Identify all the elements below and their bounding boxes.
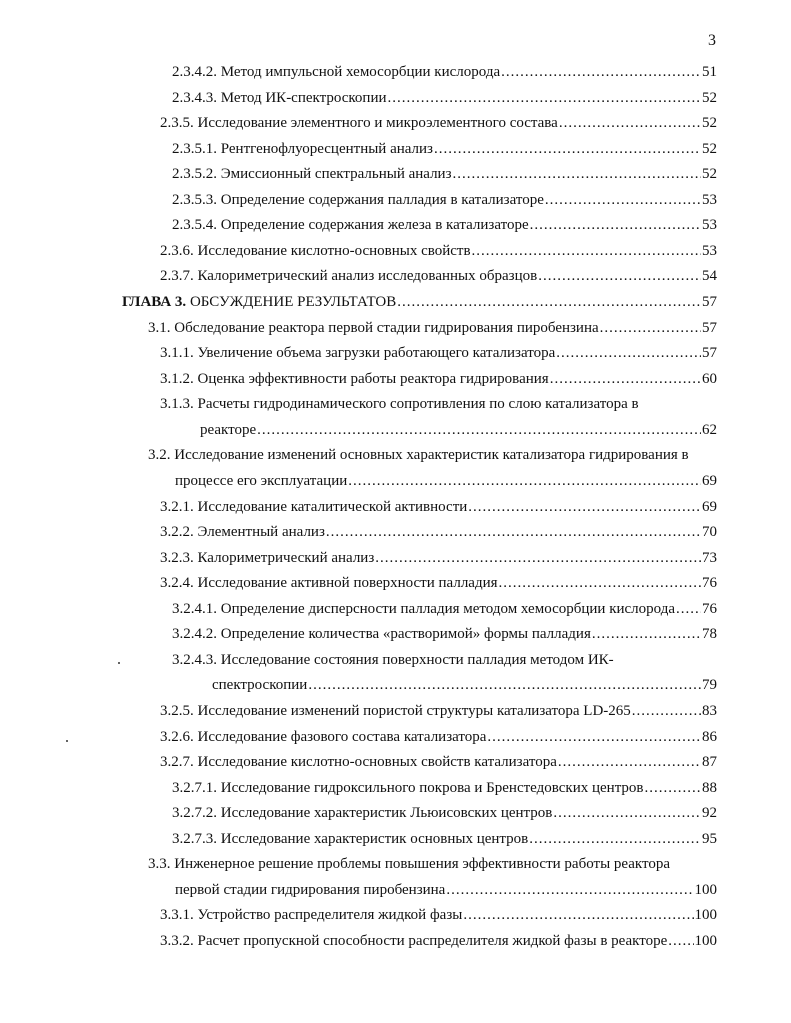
toc-entry — [160, 522, 717, 542]
toc-entry-text: Увеличение объема загрузки работающего катализатора — [197, 345, 556, 362]
toc-page-number: 54 — [702, 268, 717, 285]
dot-leader — [558, 752, 701, 772]
toc-page-number: 57 — [702, 294, 717, 311]
toc-entry — [160, 727, 717, 747]
toc-entry-text: Метод импульсной хемосорбции кислорода — [220, 64, 501, 80]
toc-entry — [172, 62, 717, 82]
toc-entry-number: 3.2.4.1. — [172, 600, 217, 617]
dot-leader — [676, 599, 701, 619]
toc-entry-title — [160, 931, 667, 951]
toc-entry-text: Исследование изменений основных характеристик катализатора гидрирования в — [174, 447, 689, 464]
toc-entry-number: 3.3. — [148, 856, 171, 873]
toc-entry — [172, 599, 717, 619]
toc-entry-title — [160, 548, 374, 568]
toc-entry — [160, 548, 717, 568]
toc-page-number: 52 — [702, 166, 717, 183]
toc-entry-title — [172, 829, 528, 849]
dot-leader — [550, 369, 701, 389]
dot-leader — [499, 573, 701, 593]
toc-entry-number: 2.3.5. — [160, 115, 194, 132]
toc-entry-text: Определение содержания палладия в катализаторе — [220, 191, 544, 208]
toc-page-number: 69 — [702, 472, 717, 489]
toc-entry-text: Калориметрический анализ исследованных образцов — [197, 268, 538, 285]
toc-entry-text: Обследование реактора первой стадии гидрирования пиробензина — [174, 319, 599, 336]
toc-page-number: 76 — [702, 600, 717, 617]
toc-entry-title — [172, 599, 675, 619]
toc-entry — [122, 292, 717, 312]
toc-page-number: 69 — [702, 498, 717, 515]
toc-entry-title — [160, 752, 557, 772]
toc-entry — [160, 241, 717, 261]
toc-entry-title — [172, 650, 614, 670]
toc-entry-number: 3.2.4.3. — [172, 651, 217, 668]
toc-entry-title — [160, 573, 498, 593]
toc-page-number: 57 — [702, 345, 717, 362]
toc-entry-number: 3.2. — [148, 447, 171, 464]
toc-entry-number: 3.2.7.3. — [172, 830, 217, 847]
toc-page-number: 52 — [702, 140, 717, 157]
toc-entry-number: 3.1.2. — [160, 370, 194, 387]
toc-entry-text: Оценка эффективности работы реактора гидрирования — [197, 370, 549, 387]
toc-page-number: 52 — [702, 89, 717, 106]
toc-entry-text: Исследование характеристик основных центров — [220, 830, 529, 847]
toc-entry-number: 3.2.7.2. — [172, 805, 217, 822]
toc-entry-number: 3.1.1. — [160, 345, 194, 362]
dot-leader — [645, 778, 701, 798]
toc-entry-text: Исследование гидроксильного покрова и Бренстедовских центров — [220, 779, 644, 796]
dot-leader — [397, 292, 701, 312]
toc-page-number: 100 — [694, 881, 717, 898]
toc-entry — [172, 139, 717, 159]
toc-page-number: 95 — [702, 830, 717, 847]
toc-page-number: 60 — [702, 370, 717, 387]
scan-speck — [66, 740, 68, 742]
toc-entry — [172, 650, 717, 670]
toc-entry-text: Исследование характеристик Льюисовских центров — [220, 805, 553, 822]
toc-entry-text: Исследование изменений пористой структуры катализатора LD-265 — [197, 703, 631, 719]
toc-entry-title — [148, 445, 689, 465]
dot-leader — [501, 62, 701, 82]
toc-entry-number: 3.2.4.2. — [172, 626, 217, 643]
toc-entry-title — [172, 190, 544, 210]
toc-entry — [172, 215, 717, 235]
toc-entry-title — [172, 803, 552, 823]
toc-entry-number: 3.2.5. — [160, 703, 194, 719]
toc-entry-number: 3.3.2. — [160, 933, 194, 950]
toc-entry-title — [160, 905, 462, 925]
toc-entry — [160, 113, 717, 133]
toc-entry-number: 2.3.6. — [160, 242, 194, 259]
toc-entry-number: 3.2.7.1. — [172, 779, 217, 796]
toc-entry — [160, 905, 717, 925]
toc-entry — [160, 752, 717, 772]
toc-entry — [172, 829, 717, 849]
dot-leader — [545, 190, 701, 210]
toc-entry-continuation — [212, 675, 717, 695]
toc-entry-title — [172, 164, 452, 184]
toc-entry-number: 3.2.6. — [160, 728, 194, 745]
toc-entry-title — [148, 318, 599, 338]
toc-entry-text: спектроскопии — [212, 677, 308, 694]
toc-entry-title — [160, 369, 549, 389]
dot-leader — [553, 803, 701, 823]
toc-entry-text: реакторе — [200, 421, 257, 438]
toc-entry-number: 3.1. — [148, 319, 171, 336]
toc-entry-text: Исследование фазового состава катализатора — [197, 728, 487, 745]
toc-entry-text: Инженерное решение проблемы повышения эффективности работы реактора — [174, 856, 670, 873]
toc-entry-text: ОБСУЖДЕНИЕ РЕЗУЛЬТАТОВ — [189, 294, 397, 311]
toc-entry-number: 2.3.4.2. — [172, 64, 217, 80]
toc-page-number: 100 — [694, 907, 717, 924]
toc-page-number: 86 — [702, 728, 717, 745]
dot-leader — [632, 701, 701, 721]
toc-entry-title — [172, 139, 433, 159]
dot-leader — [326, 522, 701, 542]
toc-entry — [172, 778, 717, 798]
toc-entry-number: 2.3.4.3. — [172, 89, 217, 106]
toc-entry — [160, 266, 717, 286]
toc-page-number: 53 — [702, 191, 717, 208]
toc-page-number: 92 — [702, 805, 717, 822]
toc-entry — [172, 190, 717, 210]
dot-leader — [446, 880, 693, 900]
toc-entry — [160, 931, 717, 951]
dot-leader — [592, 624, 701, 644]
toc-entry — [172, 88, 717, 108]
dot-leader — [668, 931, 693, 951]
toc-entry-number: 3.2.4. — [160, 575, 194, 592]
toc-entry-number: 3.2.7. — [160, 754, 194, 771]
toc-page-number: 51 — [702, 64, 717, 80]
toc-entry-text: Расчеты гидродинамического сопротивления по слою катализатора в — [197, 396, 639, 413]
toc-entry — [172, 164, 717, 184]
toc-entry-text: Определение количества «растворимой» формы палладия — [220, 626, 591, 643]
toc-page-number: 52 — [702, 115, 717, 132]
toc-page-number: 73 — [702, 549, 717, 566]
dot-leader — [487, 727, 701, 747]
toc-page-number: 87 — [702, 754, 717, 771]
dot-leader — [257, 420, 701, 440]
toc-entry-title — [172, 62, 500, 82]
toc-entry-continuation — [175, 880, 717, 900]
toc-entry-title — [172, 215, 529, 235]
toc-entry-number: ГЛАВА 3. — [122, 294, 187, 311]
toc-entry-continuation — [200, 420, 717, 440]
toc-entry — [148, 854, 717, 874]
toc-page-number: 62 — [702, 421, 717, 438]
toc-page-number: 78 — [702, 626, 717, 643]
toc-page-number: 70 — [702, 524, 717, 541]
toc-entry-title — [160, 241, 471, 261]
toc-page-number: 88 — [702, 779, 717, 796]
toc-entry-text: Калориметрический анализ — [197, 549, 375, 566]
page-number: 3 — [708, 32, 716, 49]
toc-entry-title — [172, 624, 591, 644]
toc-entry-number: 2.3.5.2. — [172, 166, 217, 183]
toc-page-number: 83 — [702, 703, 717, 719]
toc-entry-title — [172, 88, 387, 108]
toc-entry-text: процессе его эксплуатации — [175, 472, 348, 489]
toc-entry-title — [160, 266, 537, 286]
toc-entry — [160, 701, 717, 721]
toc-entry-text: Исследование активной поверхности палладия — [197, 575, 498, 592]
toc-entry-title — [160, 522, 325, 542]
toc-entry-title — [148, 854, 670, 874]
toc-entry — [172, 624, 717, 644]
toc-entry-number: 3.2.3. — [160, 549, 194, 566]
toc-entry-text: Рентгенофлуоресцентный анализ — [220, 140, 433, 157]
dot-leader — [530, 215, 701, 235]
toc-entry-number: 2.3.5.3. — [172, 191, 217, 208]
toc-entry-text: Исследование элементного и микроэлементного состава — [197, 115, 558, 132]
toc-entry-title — [160, 113, 558, 133]
toc-entry — [160, 343, 717, 363]
toc-entry-text: первой стадии гидрирования пиробензина — [175, 881, 446, 898]
toc-entry-text: Устройство распределителя жидкой фазы — [197, 907, 463, 924]
scan-speck — [118, 662, 120, 664]
toc-page-number: 53 — [702, 217, 717, 234]
toc-entry-text: Исследование кислотно-основных свойств катализатора — [197, 754, 557, 771]
toc-entry — [148, 445, 717, 465]
toc-page-number: 53 — [702, 242, 717, 259]
toc-entry-number: 2.3.7. — [160, 268, 194, 285]
toc-entry-number: 3.2.1. — [160, 498, 194, 515]
toc-entry-number: 3.1.3. — [160, 396, 194, 413]
toc-entry-number: 2.3.5.4. — [172, 217, 217, 234]
dot-leader — [472, 241, 701, 261]
toc-page-number: 76 — [702, 575, 717, 592]
toc-entry-number: 2.3.5.1. — [172, 140, 217, 157]
toc-entry-title — [160, 497, 467, 517]
toc-entry — [160, 573, 717, 593]
toc-entry-title — [160, 343, 555, 363]
toc-entry — [172, 803, 717, 823]
toc-page-number: 100 — [694, 933, 717, 950]
toc-entry-text: Расчет пропускной способности распределителя жидкой фазы в реакторе — [197, 933, 668, 950]
toc-entry — [160, 394, 717, 414]
dot-leader — [375, 548, 701, 568]
dot-leader — [600, 318, 701, 338]
toc-entry-title — [160, 701, 631, 721]
dot-leader — [388, 88, 702, 108]
dot-leader — [538, 266, 701, 286]
toc-entry — [148, 318, 717, 338]
dot-leader — [468, 497, 701, 517]
toc-page-number: 57 — [702, 319, 717, 336]
toc-entry-title — [172, 778, 644, 798]
toc-page-number: 79 — [702, 677, 717, 694]
dot-leader — [529, 829, 701, 849]
dot-leader — [556, 343, 701, 363]
dot-leader — [559, 113, 701, 133]
toc-entry-text: Метод ИК-спектроскопии — [220, 89, 387, 106]
toc-entry — [160, 497, 717, 517]
toc-entry-title — [122, 292, 396, 312]
toc-entry-text: Определение дисперсности палладия методом хемосорбции кислорода — [220, 600, 676, 617]
dot-leader — [308, 675, 701, 695]
toc-entry-text: Исследование кислотно-основных свойств — [197, 242, 471, 259]
toc-entry — [160, 369, 717, 389]
toc-entry-text: Эмиссионный спектральный анализ — [220, 166, 452, 183]
toc-entry-number: 3.2.2. — [160, 524, 194, 541]
dot-leader — [434, 139, 701, 159]
toc-entry-title — [160, 727, 486, 747]
toc-entry-text: Исследование каталитической активности — [197, 498, 468, 515]
dot-leader — [453, 164, 701, 184]
dot-leader — [463, 905, 693, 925]
toc-entry-text: Определение содержания железа в катализаторе — [220, 217, 529, 234]
toc-entry-title — [160, 394, 639, 414]
toc-entry-text: Исследование состояния поверхности палладия методом ИК- — [220, 651, 614, 668]
dot-leader — [348, 471, 701, 491]
toc-entry-text: Элементный анализ — [197, 524, 325, 541]
toc-entry-number: 3.3.1. — [160, 907, 194, 924]
toc-entry-continuation — [175, 471, 717, 491]
